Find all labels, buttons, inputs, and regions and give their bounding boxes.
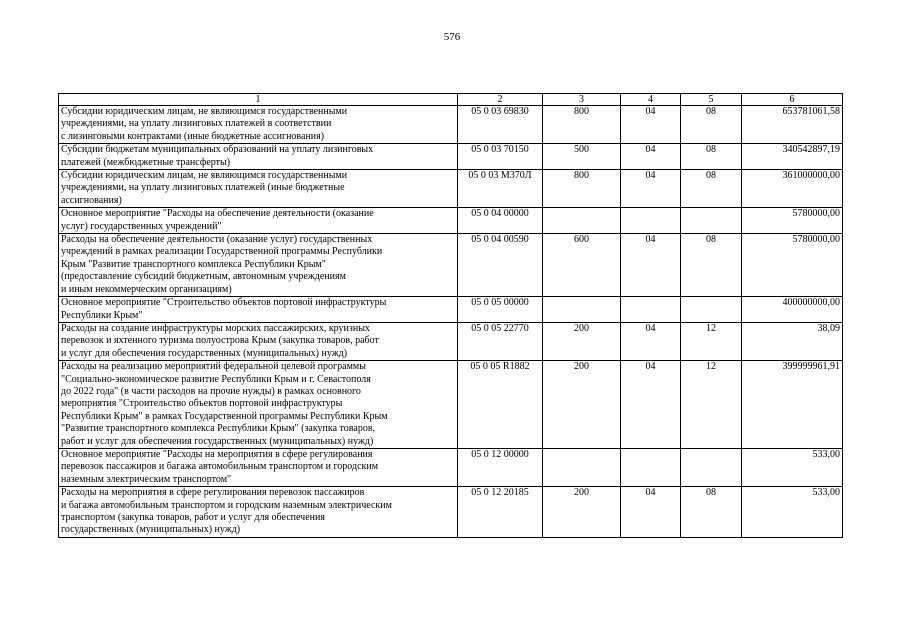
amount: 533,00 [742,448,843,486]
expense-type [543,208,621,234]
target-code: 05 0 04 00000 [458,208,543,234]
expense-name: Основное мероприятие "Строительство объектов портовой инфраструктуры Республики Крым" [59,297,458,323]
expense-type: 200 [543,322,621,360]
section: 04 [621,170,681,208]
subsection: 12 [681,322,742,360]
subsection [681,297,742,323]
table-row [59,234,843,297]
amount: 533,00 [742,487,843,538]
subsection: 08 [681,170,742,208]
expense-type: 200 [543,361,621,449]
expense-name: Субсидии юридическим лицам, не являющимся государственными учреждениями, на уплату лизинговых платежей в соответствии с лизинговыми контрактами (иные бюджетные ассигнования) [59,106,458,144]
table-row [59,322,843,360]
amount: 400000000,00 [742,297,843,323]
subsection: 08 [681,144,742,170]
section [621,448,681,486]
table-row [59,106,843,144]
amount: 38,09 [742,322,843,360]
target-code: 05 0 05 00000 [458,297,543,323]
table-row [59,361,843,449]
section [621,208,681,234]
column-header: 5 [681,94,742,106]
table-row [59,448,843,486]
table-row [59,297,843,323]
column-header: 6 [742,94,843,106]
subsection: 08 [681,106,742,144]
target-code: 05 0 05 R1882 [458,361,543,449]
amount: 653781061,58 [742,106,843,144]
target-code: 05 0 03 М370Л [458,170,543,208]
budget-table [58,93,843,538]
amount: 399999961,91 [742,361,843,449]
column-header: 3 [543,94,621,106]
expense-type: 600 [543,234,621,297]
expense-type: 800 [543,106,621,144]
target-code: 05 0 12 20185 [458,487,543,538]
section: 04 [621,487,681,538]
expense-name: Основное мероприятие "Расходы на обеспечение деятельности (оказание услуг) государственных учреждений" [59,208,458,234]
section: 04 [621,234,681,297]
table-header-row [59,94,843,106]
expense-name: Основное мероприятие "Расходы на мероприятия в сфере регулирования перевозок пассажиров и багажа автомобильным транспортом и городским наземным электрическим транспортом" [59,448,458,486]
expense-name: Субсидии юридическим лицам, не являющимся государственными учреждениями, на уплату лизинговых платежей (иные бюджетные ассигнования) [59,170,458,208]
subsection: 12 [681,361,742,449]
table-row [59,487,843,538]
amount: 5780000,00 [742,234,843,297]
expense-name: Расходы на создание инфраструктуры морских пассажирских, круизных перевозок и яхтенного туризма полуострова Крым (закупка товаров, работ и услуг для обеспечения государственных (муниципальных) нужд) [59,322,458,360]
table-row [59,170,843,208]
target-code: 05 0 03 69830 [458,106,543,144]
section: 04 [621,322,681,360]
section: 04 [621,361,681,449]
subsection [681,208,742,234]
column-header: 1 [59,94,458,106]
target-code: 05 0 03 70150 [458,144,543,170]
amount: 361000000,00 [742,170,843,208]
expense-name: Субсидии бюджетам муниципальных образований на уплату лизинговых платежей (межбюджетные трансферты) [59,144,458,170]
subsection: 08 [681,234,742,297]
expense-type: 200 [543,487,621,538]
target-code: 05 0 12 00000 [458,448,543,486]
section: 04 [621,144,681,170]
expense-name: Расходы на мероприятия в сфере регулирования перевозок пассажиров и багажа автомобильным транспортом и городским наземным электрическим транспортом (закупка товаров, работ и услуг для обеспечения государственных (муниципальных) нужд) [59,487,458,538]
subsection: 08 [681,487,742,538]
expense-type: 500 [543,144,621,170]
amount: 340542897,19 [742,144,843,170]
target-code: 05 0 05 22770 [458,322,543,360]
expense-type [543,297,621,323]
table-row [59,144,843,170]
amount: 5780000,00 [742,208,843,234]
expense-name: Расходы на реализацию мероприятий федеральной целевой программы "Социально-экономическое развитие Республики Крым и г. Севастополя до 2022 года" (в части расходов на прочие нужды) в рамках основного мероприятия "Строительство объектов портовой инфраструктуры Республики Крым" в рамках Государственной программы Республики Крым "Развитие транспортного комплекса Республики Крым" (закупка товаров, работ и услуг для обеспечения государственных (муниципальных) нужд) [59,361,458,449]
column-header: 4 [621,94,681,106]
section: 04 [621,106,681,144]
expense-type [543,448,621,486]
column-header: 2 [458,94,543,106]
table-row [59,208,843,234]
expense-name: Расходы на обеспечение деятельности (оказание услуг) государственных учреждений в рамках реализации Государственной программы Республики Крым "Развитие транспортного комплекса Республики Крым" (предоставление субсидий бюджетным, автономным учреждениям и иным некоммерческим организациям) [59,234,458,297]
page-number: 576 [443,31,461,43]
subsection [681,448,742,486]
expense-type: 800 [543,170,621,208]
target-code: 05 0 04 00590 [458,234,543,297]
section [621,297,681,323]
